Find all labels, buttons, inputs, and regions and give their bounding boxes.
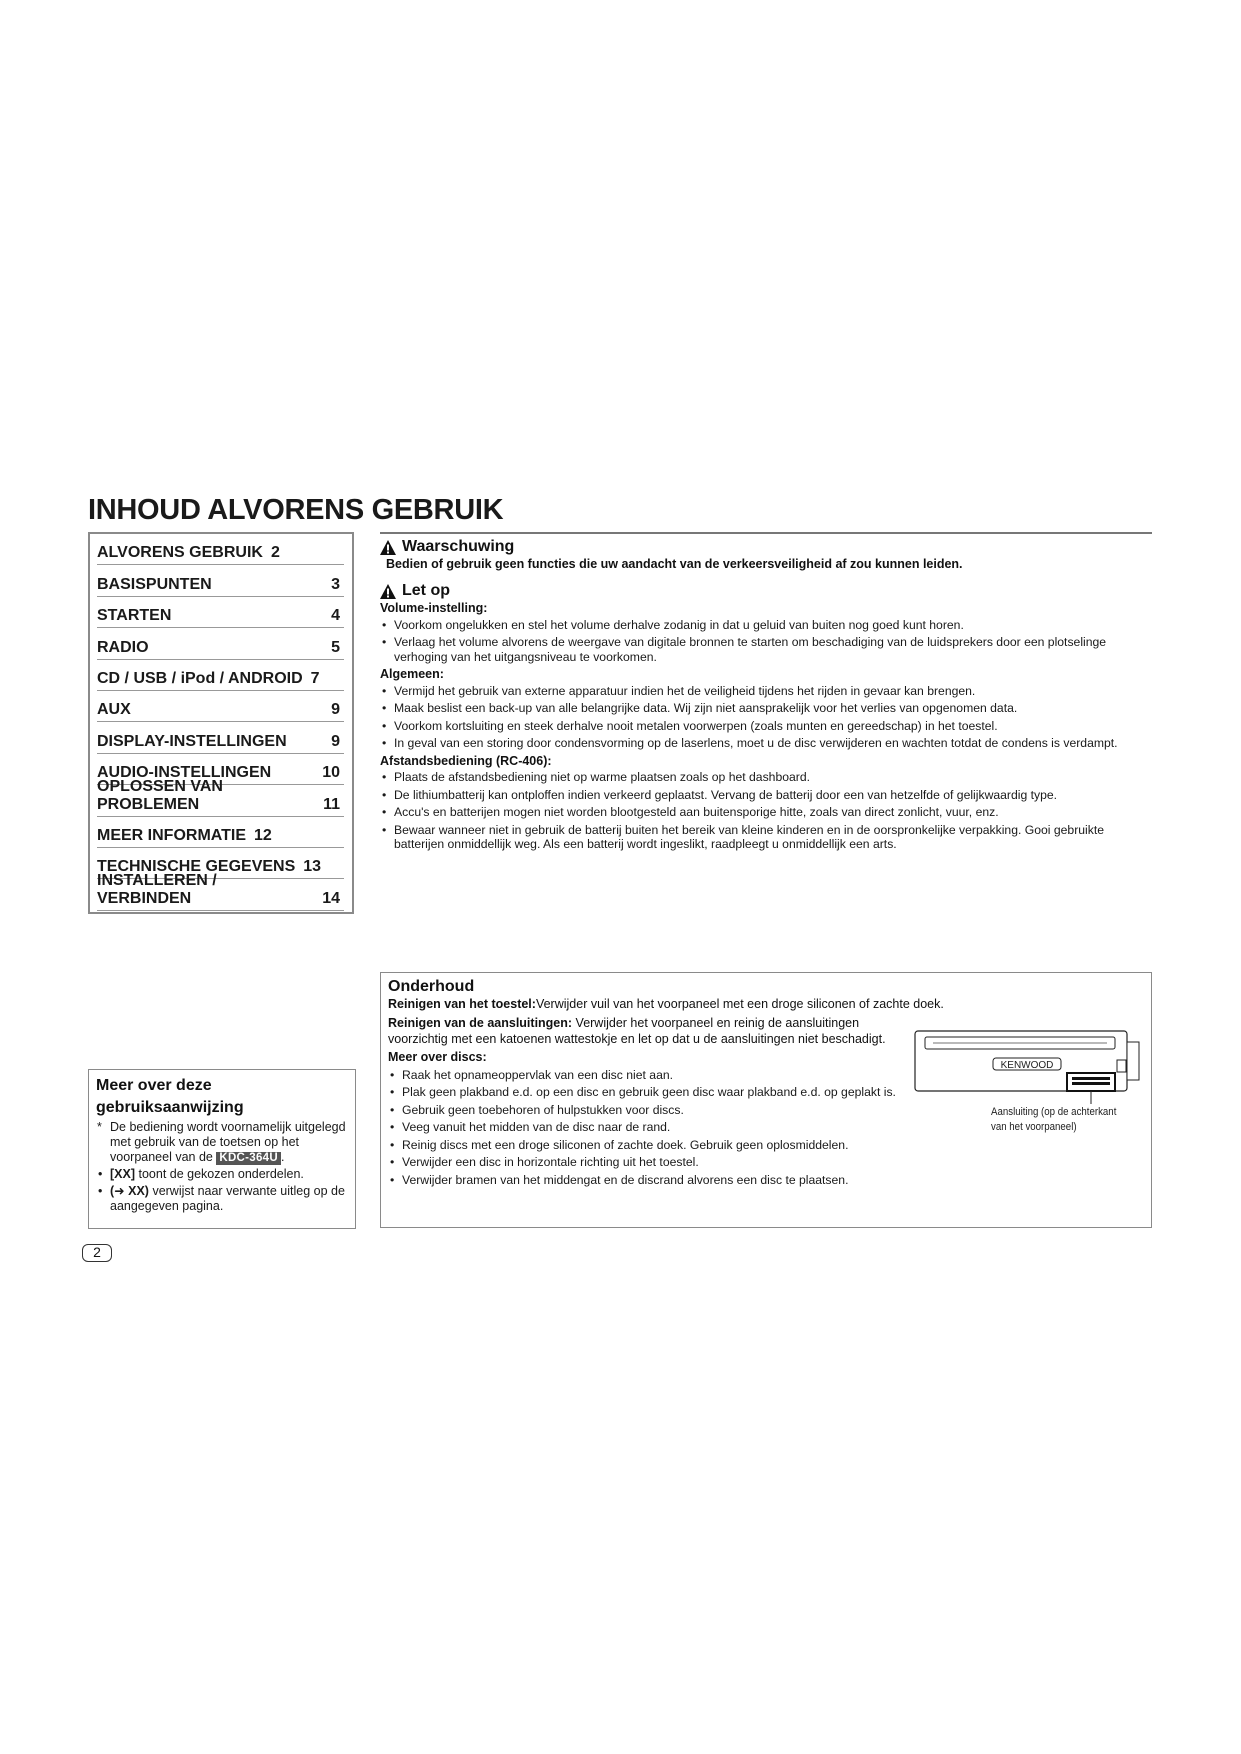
toc-item[interactable]: RADIO 5 bbox=[97, 628, 344, 659]
toc-item[interactable]: BASISPUNTEN 3 bbox=[97, 565, 344, 596]
list-item: • Maak beslist een back-up van alle belangrijke data. Wij zijn niet aansprakelijk voor het verlies van opgenomen data. bbox=[380, 701, 1150, 716]
bracket-reference: [XX] bbox=[110, 1167, 135, 1181]
toc-item[interactable]: DISPLAY-INSTELLINGEN 9 bbox=[97, 722, 344, 753]
toc-item[interactable]: MEER INFORMATIE 12 bbox=[97, 817, 344, 848]
list-item: • In geval van een storing door condensvorming op de laserlens, moet u de disc verwijderen en wachten totdat de condens is verdampt. bbox=[380, 736, 1150, 751]
manual-info-box bbox=[88, 1069, 356, 1229]
volume-heading: Volume-instelling: bbox=[380, 601, 488, 615]
list-item: • Reinig discs met een droge siliconen of zachte doek. Gebruik geen oplosmiddelen. bbox=[388, 1138, 1145, 1153]
toc-item[interactable]: CD / USB / iPod / ANDROID 7 bbox=[97, 660, 344, 691]
caution-section bbox=[380, 582, 1150, 855]
general-heading: Algemeen: bbox=[380, 667, 444, 681]
list-item: • Plak geen plakband e.d. op een disc en gebruik geen disc waar plakband e.d. op geplakt is. bbox=[388, 1085, 1145, 1100]
list-item: • Raak het opnameoppervlak van een disc niet aan. bbox=[388, 1068, 1145, 1083]
remote-list bbox=[380, 770, 1150, 852]
volume-list bbox=[380, 618, 1150, 665]
arrow-reference: (➜ XX) bbox=[110, 1184, 149, 1198]
maintenance-box bbox=[380, 972, 1152, 1228]
list-item: • [XX] toont de gekozen onderdelen. bbox=[96, 1167, 349, 1182]
list-item: • Bewaar wanneer niet in gebruik de batterij buiten het bereik van kleine kinderen en in de oorspronkelijke verpakking. Gooi gebruikte batterijen onmiddellijk weg. Als een batterij wordt ingeslikt, raadpleegt u onmiddellijk een arts. bbox=[380, 823, 1150, 852]
clean-unit-text: Reinigen van het toestel:Verwijder vuil van het voorpaneel met een droge siliconen of zachte doek. bbox=[388, 997, 944, 1011]
warning-triangle-icon bbox=[380, 540, 396, 555]
toc-item[interactable]: TECHNISCHE GEGEVENS 13 bbox=[97, 848, 344, 879]
toc-item[interactable]: INSTALLEREN / VERBINDEN 14 bbox=[97, 879, 344, 910]
list-item: • Gebruik geen toebehoren of hulpstukken voor discs. bbox=[388, 1103, 1145, 1118]
title-inhoud: INHOUD bbox=[88, 494, 201, 526]
toc-item[interactable]: ALVORENS GEBRUIK 2 bbox=[97, 534, 344, 565]
caution-triangle-icon bbox=[380, 584, 396, 599]
list-item: • Verwijder bramen van het middengat en de discrand alvorens een disc te plaatsen. bbox=[388, 1173, 1145, 1188]
list-item: • De lithiumbatterij kan ontploffen indien verkeerd geplaatst. Vervang de batterij door een van hetzelfde of gelijkwaardig type. bbox=[380, 788, 1150, 803]
list-item: • Voorkom kortsluiting en steek derhalve nooit metalen voorwerpen (zoals munten en gereedschap) in het toestel. bbox=[380, 719, 1150, 734]
warning-heading: Waarschuwing bbox=[380, 538, 1150, 556]
manual-info-list bbox=[96, 1120, 349, 1214]
list-item: • Vermijd het gebruik van externe apparatuur indien het de veiligheid tijdens het rijden in gevaar kan brengen. bbox=[380, 684, 1150, 699]
list-item: • Accu's en batterijen mogen niet worden blootgesteld aan buitensporige hitte, zoals van direct zonlicht, vuur, enz. bbox=[380, 805, 1150, 820]
toc-item[interactable]: STARTEN 4 bbox=[97, 597, 344, 628]
warning-section bbox=[380, 538, 1150, 571]
toc-item[interactable]: AUX 9 bbox=[97, 691, 344, 722]
title-divider bbox=[380, 532, 1152, 534]
table-of-contents bbox=[88, 532, 354, 914]
remote-heading: Afstandsbediening (RC-406): bbox=[380, 753, 552, 768]
toc-item[interactable]: OPLOSSEN VAN PROBLEMEN 11 bbox=[97, 785, 344, 816]
brand-logo: KENWOOD bbox=[1000, 1060, 1054, 1071]
caution-heading: Let op bbox=[380, 582, 1150, 600]
connector-caption: Aansluiting (op de achterkant van het voorpaneel) bbox=[991, 1106, 1117, 1133]
release-button bbox=[1127, 1042, 1139, 1080]
clean-connections-text: Reinigen van de aansluitingen: Verwijder het voorpaneel en reinig de aansluitingen voorzichtig met een katoenen wattestokje en let op dat u de aansluitingen niet beschadigt. bbox=[388, 1016, 886, 1046]
list-item: • Veeg vanuit het midden van de disc naar de rand. bbox=[388, 1120, 1145, 1135]
maintenance-title: Onderhoud bbox=[388, 978, 475, 995]
list-item: • Verlaag het volume alvorens de weergave van digitale bronnen te starten om beschadiging van de luidsprekers door een plotselinge verhoging van het uitgangsniveau te voorkomen. bbox=[380, 635, 1150, 664]
list-item: * De bediening wordt voornamelijk uitgelegd met gebruik van de toetsen op het voorpaneel van de KDC-364U . bbox=[96, 1120, 349, 1165]
warning-text: Bedien of gebruik geen functies die uw aandacht van de verkeersveiligheid af zou kunnen leiden. bbox=[386, 557, 963, 571]
list-item: • (➜ XX) verwijst naar verwante uitleg op de aangegeven pagina. bbox=[96, 1184, 349, 1214]
page-number: 2 bbox=[82, 1244, 112, 1262]
general-list bbox=[380, 684, 1150, 751]
toc-item[interactable]: AUDIO-INSTELLINGEN 10 bbox=[97, 754, 344, 785]
model-badge: KDC-364U bbox=[216, 1152, 281, 1165]
discs-heading: Meer over discs: bbox=[388, 1050, 487, 1064]
page-title bbox=[88, 494, 503, 527]
manual-info-title: Meer over deze gebruiksaanwijzing bbox=[96, 1077, 244, 1116]
title-alvorens-gebruik: ALVORENS GEBRUIK bbox=[207, 494, 504, 526]
list-item: • Plaats de afstandsbediening niet op warme plaatsen zoals op het dashboard. bbox=[380, 770, 1150, 785]
list-item: • Verwijder een disc in horizontale richting uit het toestel. bbox=[388, 1155, 1145, 1170]
list-item: • Voorkom ongelukken en stel het volume derhalve zodanig in dat u geluid van buiten nog goed kunt horen. bbox=[380, 618, 1150, 633]
